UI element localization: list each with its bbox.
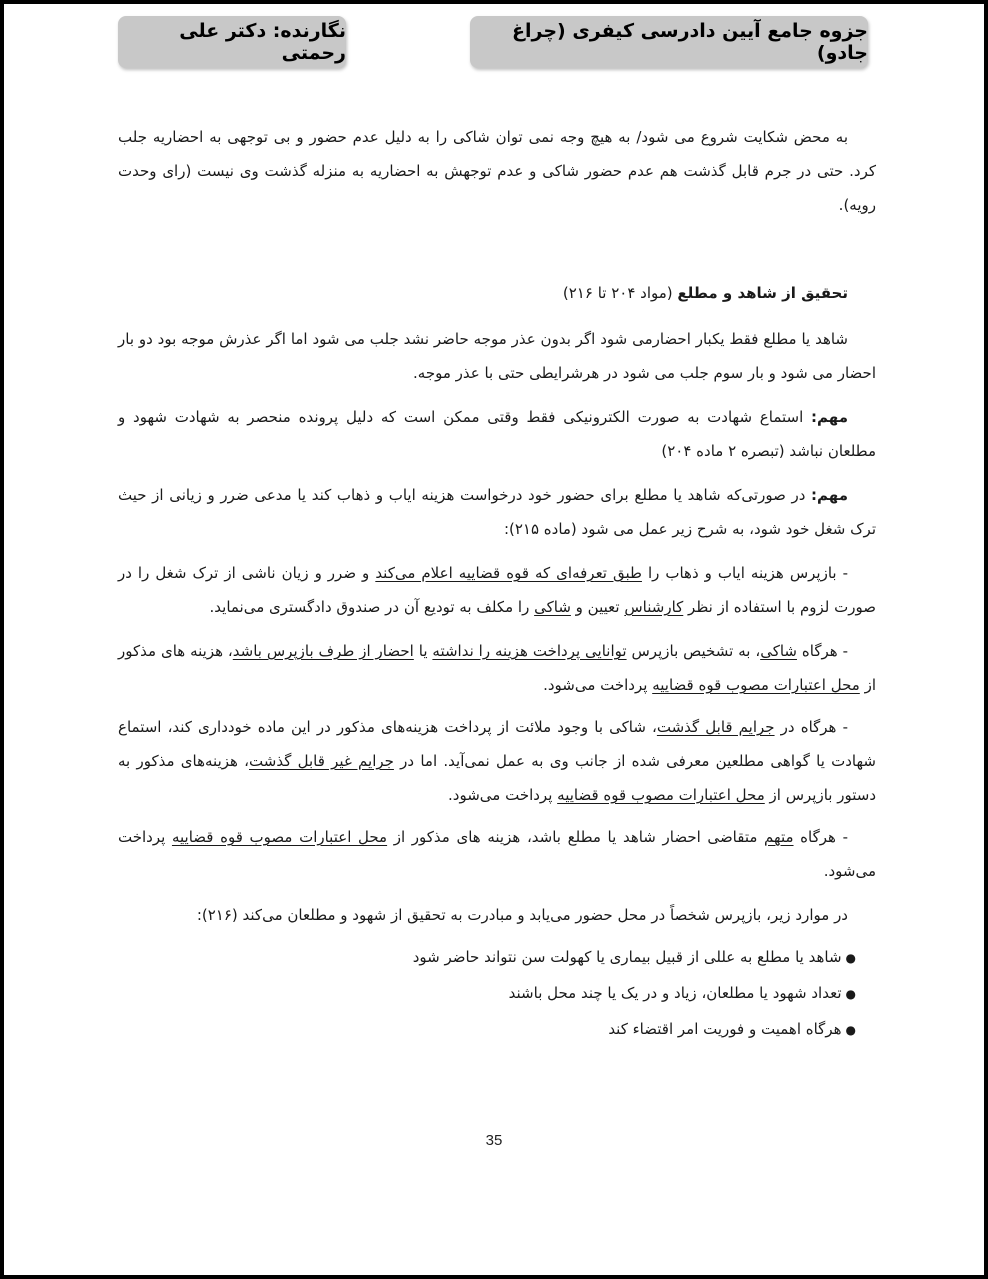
paragraph-witness-summons bbox=[118, 322, 876, 390]
header-title: جزوه جامع آیین دادرسی کیفری (چراغ جادو) bbox=[512, 20, 868, 64]
text-run: و ضرر و زیان ناشی از ترک شغل را در صورت لزوم با استفاده از نظر bbox=[118, 564, 876, 616]
text-run: ، به تشخیص بازپرس bbox=[626, 642, 761, 660]
underlined-run: توانایی پرداخت هزینه را نداشته bbox=[432, 642, 627, 660]
underlined-run: احضار از طرف بازپرس باشد bbox=[232, 642, 414, 660]
header-author: نگارنده: دکتر علی رحمتی bbox=[179, 20, 346, 64]
underlined-run: طبق تعرفه‌ای که قوه قضاییه اعلام می‌کند bbox=[375, 564, 642, 582]
header-author-box bbox=[118, 16, 346, 68]
text-run: یا bbox=[413, 642, 433, 660]
paragraph-forgivable-crimes bbox=[118, 710, 876, 812]
important-label: مهم: bbox=[811, 486, 848, 504]
paragraph-accused-request bbox=[118, 820, 876, 888]
underlined-run: جرایم غیر قابل گذشت bbox=[249, 752, 394, 770]
text-run: متقاضی احضار شاهد یا مطلع باشد، هزینه های مذکور از bbox=[387, 828, 765, 846]
list-item: ● تعداد شهود یا مطلعان، زیاد و در یک یا چند محل باشند bbox=[296, 976, 856, 1012]
underlined-run: شاکی bbox=[760, 642, 797, 660]
underlined-run: محل اعتبارات مصوب قوه قضاییه bbox=[557, 786, 765, 804]
paragraph-travel-costs bbox=[118, 478, 876, 546]
section-heading bbox=[118, 276, 876, 310]
underlined-run: متهم bbox=[764, 828, 794, 846]
list-item: ● هرگاه اهمیت و فوریت امر اقتضاء کند bbox=[296, 1012, 856, 1048]
text-run: - هرگاه در bbox=[774, 718, 848, 736]
text-run: تعیین و bbox=[570, 598, 625, 616]
underlined-run: محل اعتبارات مصوب قوه قضاییه bbox=[652, 676, 860, 694]
text-run: را مکلف به تودیع آن در صندوق دادگستری می‌نماید. bbox=[209, 598, 535, 616]
underlined-run: محل اعتبارات مصوب قوه قضاییه bbox=[171, 828, 388, 846]
underlined-run: جرایم قابل گذشت bbox=[656, 718, 775, 736]
text-run: ، شاکی با وجود ملائت از پرداخت هزینه‌های مذکور در این ماده خودداری کند، استماع شهادت یا گواهی مطلعین معرفی شده از جانب وی به عمل نمی‌آید. اما در bbox=[118, 718, 876, 770]
header-title-box bbox=[470, 16, 868, 68]
paragraph-text: استماع شهادت به صورت الکترونیکی فقط وقتی ممکن است که دلیل پرونده منحصر به شهادت شهود و مطلعان نباشد (تبصره ۲ ماده ۲۰۴) bbox=[118, 408, 876, 460]
underlined-run: کارشناس bbox=[624, 598, 684, 616]
text-run: - هرگاه bbox=[796, 642, 848, 660]
paragraph-text: در صورتی‌که شاهد یا مطلع برای حضور خود درخواست هزینه ایاب و ذهاب کند یا مدعی ضرر و زیانی از حیث ترک شغل خود شود، به شرح زیر عمل می شود (ماده ۲۱۵): bbox=[118, 486, 876, 538]
paragraph-inability-to-pay bbox=[118, 634, 876, 702]
text-run: - هرگاه bbox=[793, 828, 848, 846]
intro-paragraph bbox=[118, 120, 876, 222]
text-run: پرداخت می‌شود. bbox=[448, 786, 558, 804]
paragraph-text: در موارد زیر، بازپرس شخصاً در محل حضور می‌یابد و مبادرت به تحقیق از شهود و مطلعان می‌کند (۲۱۶): bbox=[196, 906, 848, 924]
list-item: ● شاهد یا مطلع به عللی از قبیل بیماری یا کهولت سن نتواند حاضر شود bbox=[296, 940, 856, 976]
text-run: پرداخت می‌شود. bbox=[118, 828, 876, 880]
paragraph-cost-determination bbox=[118, 556, 876, 624]
paragraph-onsite-investigation bbox=[118, 898, 876, 932]
bullet-list bbox=[296, 940, 856, 1048]
paragraph-text: شاهد یا مطلع فقط یکبار احضارمی شود اگر بدون عذر موجه حاضر نشد جلب می شود اما اگر عذرش موجه بود دو بار احضار می شود و بار سوم جلب می شود در هرشرایطی حتی با عذر موجه. bbox=[118, 330, 876, 382]
text-run: ، هزینه‌های مذکور به دستور بازپرس از bbox=[118, 752, 876, 804]
page-number: 35 bbox=[485, 1132, 503, 1149]
section-heading-title: تحقیق از شاهد و مطلع bbox=[677, 284, 848, 302]
intro-text: به محض شکایت شروع می شود/ به هیچ وجه نمی توان شاکی را به دلیل عدم حضور و بی توجهی به احضاریه جلب کرد. حتی در جرم قابل گذشت هم عدم حضور شاکی و عدم توجهش به احضاریه به منزله گذشت وی نیست (رای وحدت رویه). bbox=[118, 128, 876, 214]
underlined-run: شاکی bbox=[534, 598, 571, 616]
text-run: ، هزینه های مذکور از bbox=[118, 642, 876, 694]
text-run: - بازپرس هزینه ایاب و ذهاب را bbox=[641, 564, 848, 582]
text-run: پرداخت می‌شود. bbox=[543, 676, 653, 694]
important-label: مهم: bbox=[811, 408, 848, 426]
paragraph-electronic-testimony bbox=[118, 400, 876, 468]
section-heading-note: (مواد ۲۰۴ تا ۲۱۶) bbox=[562, 284, 678, 302]
